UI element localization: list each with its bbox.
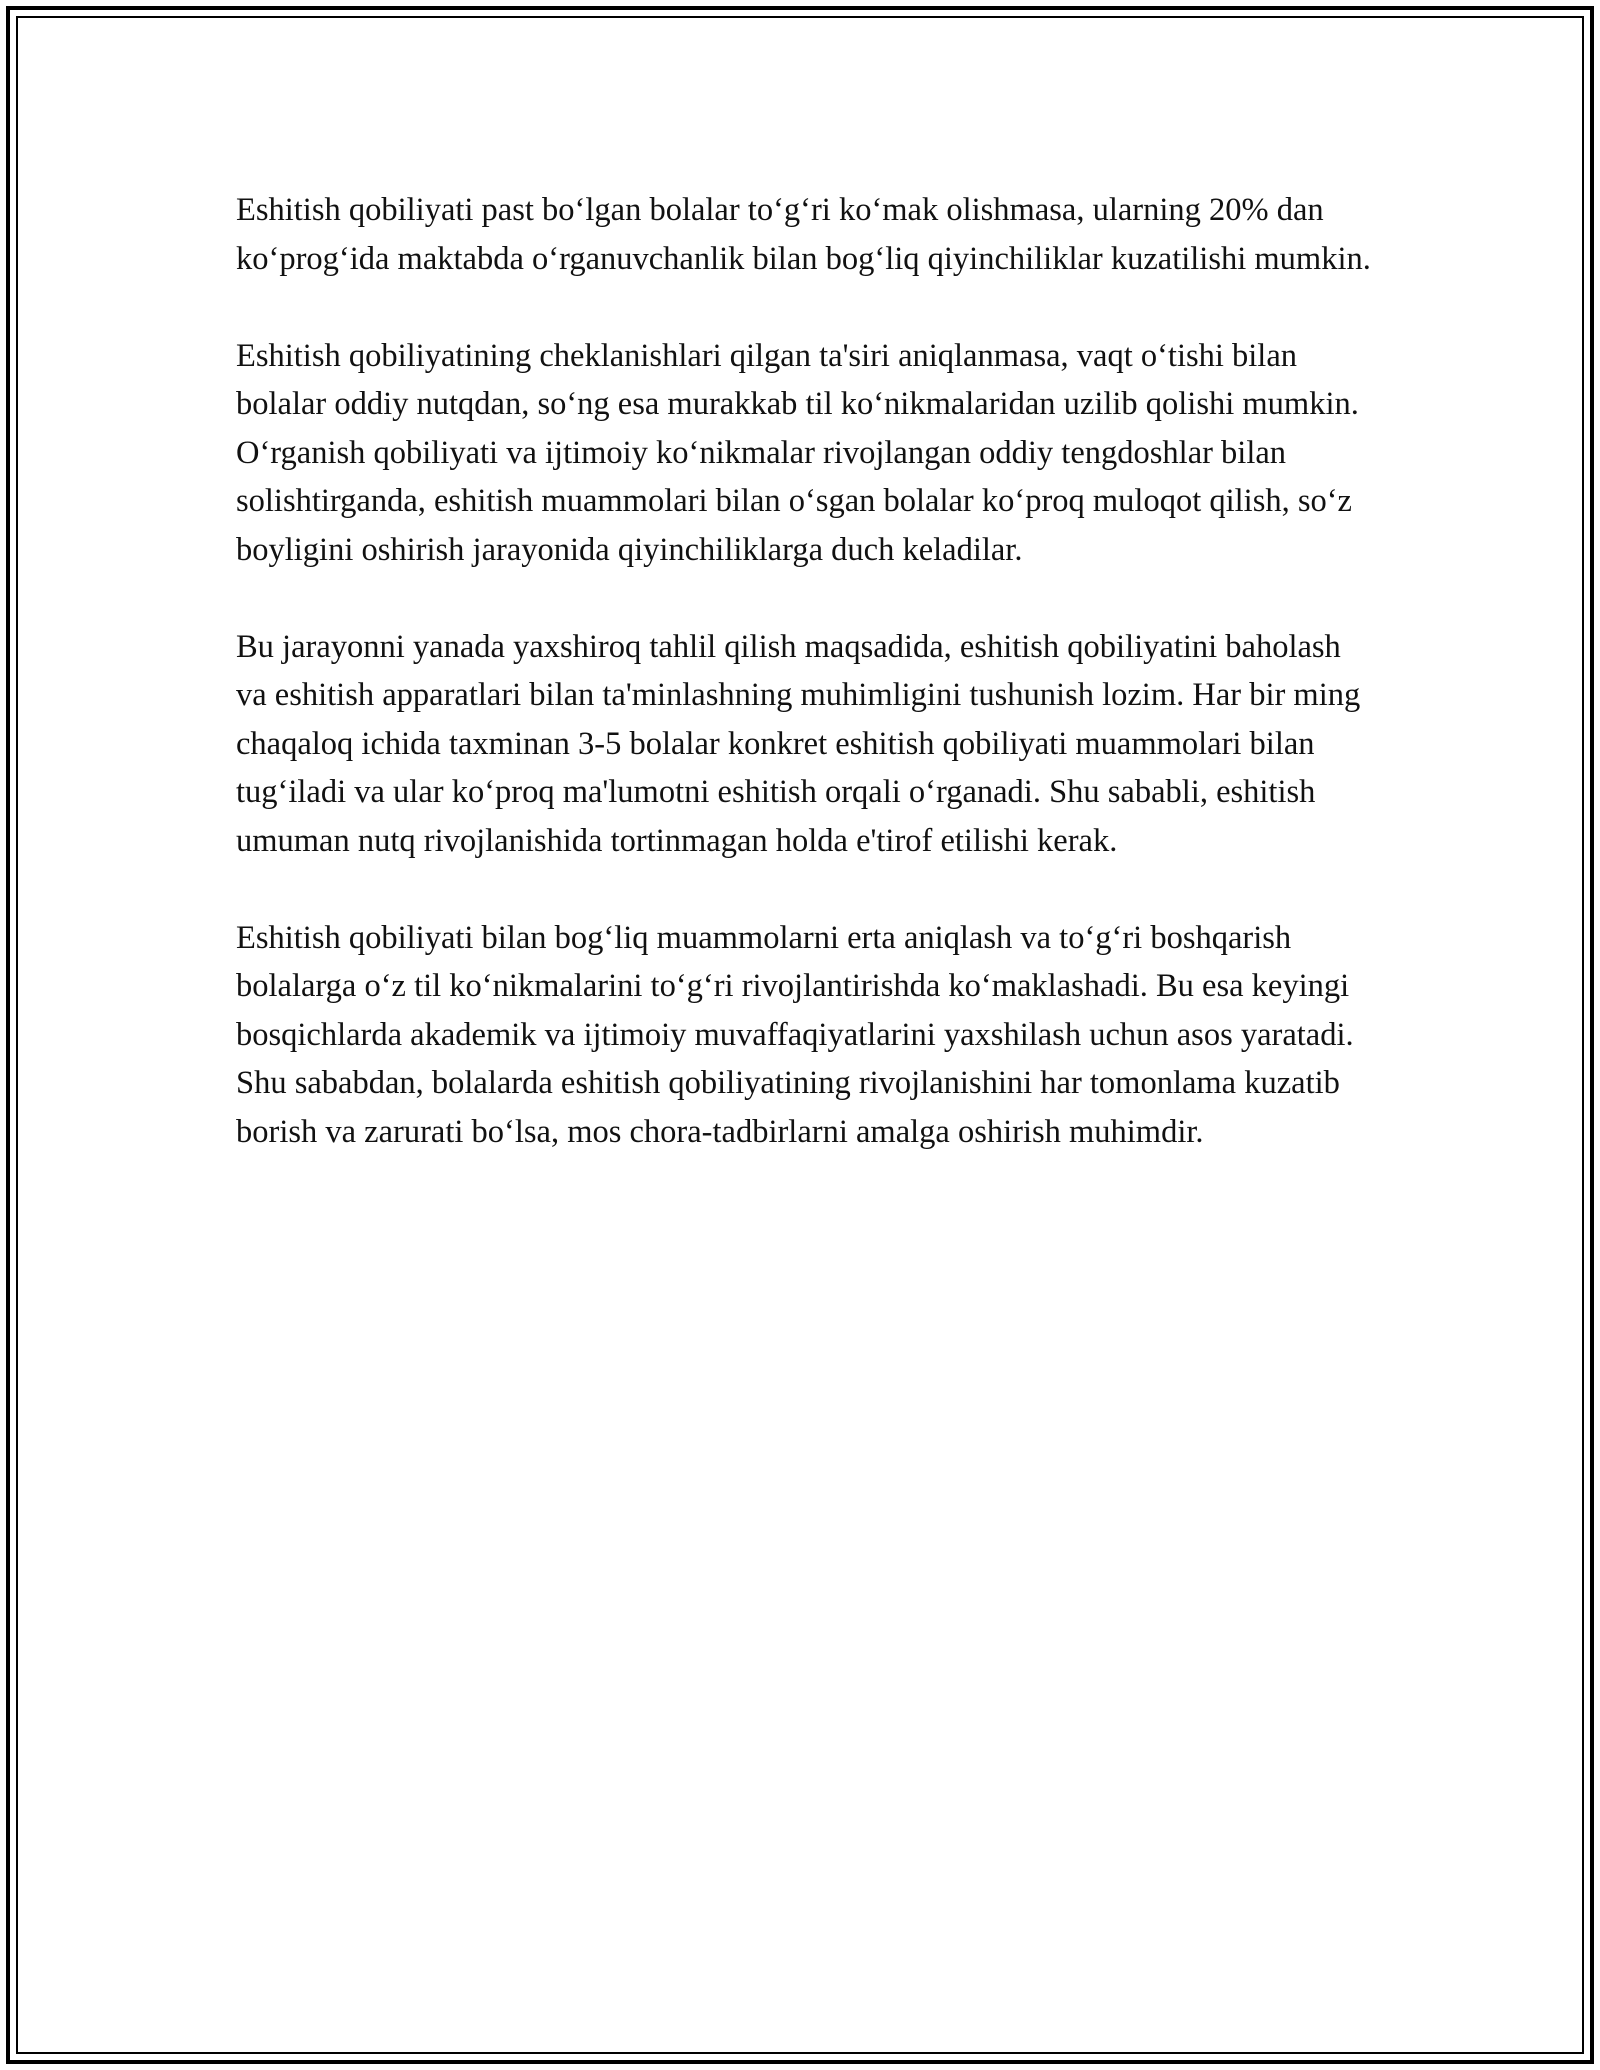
paragraph-3: Bu jarayonni yanada yaxshiroq tahlil qilish maqsadida, eshitish qobiliyatini baholash va eshitish apparatlari bilan ta'minlashning muhimligini tushunish lozim. Har bir ming chaqaloq ichida taxminan 3-5 bolalar konkret eshitish qobiliyati muammolari bilan tug‘iladi va ular ko‘proq ma'lumotni eshitish orqali o‘rganadi. Shu sababli, eshitish umuman nutq rivojlanishida tortinmagan holda e'tirof etilishi kerak. xyxy=(236,628,1361,859)
document-body xyxy=(236,186,1371,1205)
paragraph-2: Eshitish qobiliyatining cheklanishlari qilgan ta'siri aniqlanmasa, vaqt o‘tishi bilan bolalar oddiy nutqdan, so‘ng esa murakkab til ko‘nikmalaridan uzilib qolishi mumkin. O‘rganish qobiliyati va ijtimoiy ko‘nikmalar rivojlangan oddiy tengdoshlar bilan solishtirganda, eshitish muammolari bilan o‘sgan bolalar ko‘proq muloqot qilish, so‘z boyligini oshirish jarayonida qiyinchiliklarga duch keladilar. xyxy=(236,337,1359,568)
paragraph-1: Eshitish qobiliyati past bo‘lgan bolalar to‘g‘ri ko‘mak olishmasa, ularning 20% dan ko‘prog‘ida maktabda o‘rganuvchanlik bilan bog‘liq qiyinchiliklar kuzatilishi mumkin. xyxy=(236,192,1371,277)
paragraph-4: Eshitish qobiliyati bilan bog‘liq muammolarni erta aniqlash va to‘g‘ri boshqarish bolalarga o‘z til ko‘nikmalarini to‘g‘ri rivojlantirishda ko‘maklashadi. Bu esa keyingi bosqichlarda akademik va ijtimoiy muvaffaqiyatlarini yaxshilash uchun asos yaratadi. Shu sababdan, bolalarda eshitish qobiliyatining rivojlanishini har tomonlama kuzatib borish va zarurati bo‘lsa, mos chora-tadbirlarni amalga oshirish muhimdir. xyxy=(236,919,1354,1150)
